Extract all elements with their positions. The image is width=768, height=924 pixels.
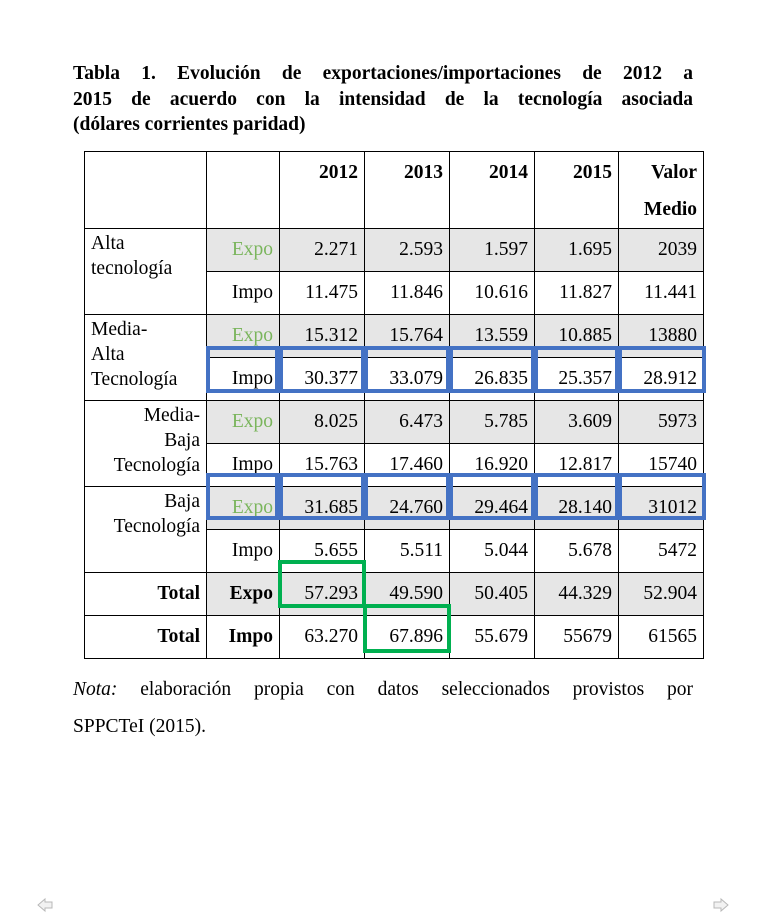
cell: 15740 <box>619 444 704 487</box>
highlight-box <box>279 346 365 393</box>
cell: 15.312 <box>280 315 365 358</box>
cell: 15.763 <box>280 444 365 487</box>
cell: 57.293 <box>280 573 365 616</box>
header-2014: 2014 <box>450 152 535 229</box>
cell: 11.827 <box>535 272 619 315</box>
header-empty-2 <box>207 152 280 229</box>
cell: 5973 <box>619 401 704 444</box>
header-row <box>85 152 704 229</box>
cell: 49.590 <box>365 573 450 616</box>
highlight-box <box>364 346 450 393</box>
caption-line-3: (dólares corrientes paridad) <box>73 114 306 135</box>
cell: 50.405 <box>450 573 535 616</box>
cell: 67.896 <box>365 616 450 659</box>
group-label-media-alta: Media- Alta Tecnología <box>85 315 207 401</box>
cell: 29.464 <box>450 487 535 530</box>
cell: 44.329 <box>535 573 619 616</box>
group-label-media-baja: Media- Baja Tecnología <box>85 401 207 487</box>
prev-page-arrow-icon[interactable] <box>36 896 54 914</box>
cell: 6.473 <box>365 401 450 444</box>
header-valor-medio <box>619 152 704 229</box>
cell: 5.511 <box>365 530 450 573</box>
cell: 30.377 <box>280 358 365 401</box>
row-type: Expo <box>207 487 280 530</box>
note-label: Nota: <box>73 679 118 700</box>
highlight-box <box>618 346 706 393</box>
table-caption <box>73 61 693 138</box>
cell: 15.764 <box>365 315 450 358</box>
note-line-1 <box>73 671 693 708</box>
cell: 5472 <box>619 530 704 573</box>
table-row <box>85 229 704 272</box>
cell: 2.593 <box>365 229 450 272</box>
header-empty-1 <box>85 152 207 229</box>
highlight-box <box>206 473 279 520</box>
cell: 17.460 <box>365 444 450 487</box>
cell: 13880 <box>619 315 704 358</box>
cell: 28.140 <box>535 487 619 530</box>
header-2012: 2012 <box>280 152 365 229</box>
cell: 63.270 <box>280 616 365 659</box>
highlight-box <box>534 473 619 520</box>
table-note <box>73 671 693 745</box>
caption-line-2: 2015 de acuerdo con la intensidad de la tecnología asociada <box>73 88 693 110</box>
total-label: Total <box>85 573 207 616</box>
highlight-box-green <box>363 604 451 653</box>
exports-imports-table <box>84 151 704 659</box>
cell: 5.678 <box>535 530 619 573</box>
cell: 16.920 <box>450 444 535 487</box>
cell: 28.912 <box>619 358 704 401</box>
highlight-box <box>618 473 706 520</box>
total-label: Total <box>85 616 207 659</box>
row-type: Impo <box>207 616 280 659</box>
cell: 5.655 <box>280 530 365 573</box>
cell: 24.760 <box>365 487 450 530</box>
cell: 10.885 <box>535 315 619 358</box>
highlight-box <box>364 473 450 520</box>
cell: 12.817 <box>535 444 619 487</box>
header-2015: 2015 <box>535 152 619 229</box>
cell: 52.904 <box>619 573 704 616</box>
row-type: Impo <box>207 272 280 315</box>
group-label-alta: Alta tecnología <box>85 229 207 315</box>
cell: 3.609 <box>535 401 619 444</box>
cell: 2.271 <box>280 229 365 272</box>
cell: 5.785 <box>450 401 535 444</box>
highlight-box <box>279 473 365 520</box>
highlight-box-green <box>278 560 366 608</box>
highlight-box <box>206 346 279 393</box>
cell: 25.357 <box>535 358 619 401</box>
highlight-box <box>534 346 619 393</box>
note-line-2: SPPCTeI (2015). <box>73 716 206 737</box>
row-type: Impo <box>207 530 280 573</box>
cell: 61565 <box>619 616 704 659</box>
cell: 11.441 <box>619 272 704 315</box>
row-type: Impo <box>207 444 280 487</box>
cell: 11.475 <box>280 272 365 315</box>
cell: 10.616 <box>450 272 535 315</box>
cell: 55.679 <box>450 616 535 659</box>
note-text: elaboración propia con datos seleccionados provistos por <box>117 679 693 700</box>
cell: 13.559 <box>450 315 535 358</box>
cell: 5.044 <box>450 530 535 573</box>
highlight-box <box>449 346 535 393</box>
cell: 11.846 <box>365 272 450 315</box>
caption-line-1: Tabla 1. Evolución de exportaciones/importaciones de 2012 a <box>73 63 693 84</box>
cell: 26.835 <box>450 358 535 401</box>
cell: 31012 <box>619 487 704 530</box>
table-row <box>85 401 704 444</box>
row-type: Expo <box>207 229 280 272</box>
row-type: Expo <box>207 573 280 616</box>
cell: 1.695 <box>535 229 619 272</box>
cell: 2039 <box>619 229 704 272</box>
next-page-arrow-icon[interactable] <box>712 896 730 914</box>
highlight-box <box>449 473 535 520</box>
cell: 31.685 <box>280 487 365 530</box>
cell: 8.025 <box>280 401 365 444</box>
cell: 33.079 <box>365 358 450 401</box>
header-valor: Valor <box>651 162 697 183</box>
cell: 55679 <box>535 616 619 659</box>
header-medio: Medio <box>643 199 697 220</box>
row-type: Expo <box>207 315 280 358</box>
row-type: Impo <box>207 358 280 401</box>
row-type: Expo <box>207 401 280 444</box>
group-label-baja: Baja Tecnología <box>85 487 207 573</box>
header-2013: 2013 <box>365 152 450 229</box>
cell: 1.597 <box>450 229 535 272</box>
